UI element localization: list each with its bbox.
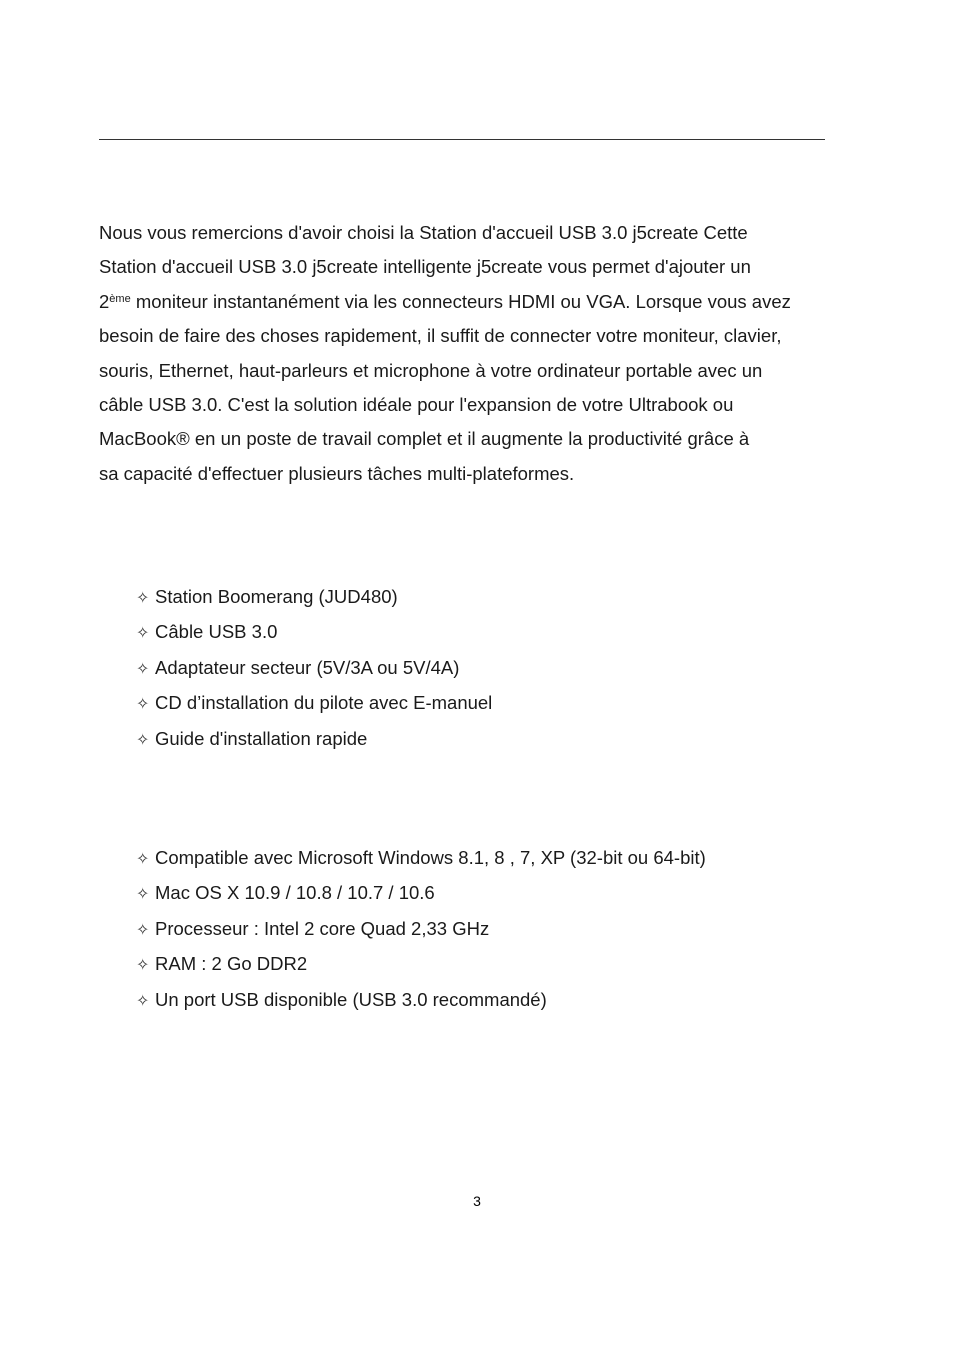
list-item: ✧ Un port USB disponible (USB 3.0 recommandé)	[136, 983, 896, 1018]
list-item: ✧ Guide d'installation rapide	[136, 722, 896, 757]
list-item: ✧ CD d’installation du pilote avec E-manuel	[136, 686, 896, 721]
star-bullet-icon: ✧	[136, 623, 150, 643]
star-bullet-icon: ✧	[136, 919, 150, 939]
list-item: ✧ Processeur : Intel 2 core Quad 2,33 GHz	[136, 912, 896, 947]
intro-line	[99, 291, 791, 312]
star-bullet-icon: ✧	[136, 588, 150, 607]
star-bullet-icon: ✧	[136, 658, 150, 678]
intro-line: MacBook® en un poste de travail complet et il augmente la productivité grâce à	[99, 428, 750, 450]
list-item: ✧ RAM : 2 Go DDR2	[136, 947, 896, 982]
intro-line: souris, Ethernet, haut-parleurs et microphone à votre ordinateur portable avec un	[99, 359, 763, 381]
list-item: ✧ Compatible avec Microsoft Windows 8.1, 8 , 7, XP (32-bit ou 64-bit)	[136, 841, 896, 876]
star-bullet-icon: ✧	[136, 990, 150, 1010]
header-rule	[99, 139, 825, 140]
star-bullet-icon: ✧	[136, 849, 150, 868]
star-bullet-icon: ✧	[136, 694, 150, 714]
ordinal-number: 2	[99, 290, 110, 312]
page-number: 3	[473, 1193, 481, 1209]
intro-line: besoin de faire des choses rapidement, il suffit de connecter votre moniteur, clavier,	[99, 325, 782, 347]
list-item: ✧ Mac OS X 10.9 / 10.8 / 10.7 / 10.6	[136, 876, 896, 911]
list-item: ✧ Station Boomerang (JUD480)	[136, 580, 896, 615]
intro-line-rest: moniteur instantanément via les connecteurs HDMI ou VGA. Lorsque vous avez	[130, 290, 791, 312]
star-bullet-icon: ✧	[136, 729, 150, 749]
intro-line: sa capacité d'effectuer plusieurs tâches multi-plateformes.	[99, 462, 575, 484]
ordinal-suffix: ème	[109, 292, 131, 305]
intro-paragraph	[99, 216, 869, 491]
list-item: ✧ Adaptateur secteur (5V/3A ou 5V/4A)	[136, 651, 896, 686]
intro-line: Station d'accueil USB 3.0 j5create intelligente j5create vous permet d'ajouter un	[99, 256, 751, 278]
list-item: ✧ Câble USB 3.0	[136, 615, 896, 650]
system-requirements-list	[136, 841, 896, 1018]
package-contents-list	[136, 580, 896, 757]
star-bullet-icon: ✧	[136, 955, 150, 975]
intro-line: câble USB 3.0. C'est la solution idéale pour l'expansion de votre Ultrabook ou	[99, 394, 734, 416]
star-bullet-icon: ✧	[136, 884, 150, 904]
intro-line: Nous vous remercions d'avoir choisi la Station d'accueil USB 3.0 j5create Cette	[99, 222, 748, 243]
